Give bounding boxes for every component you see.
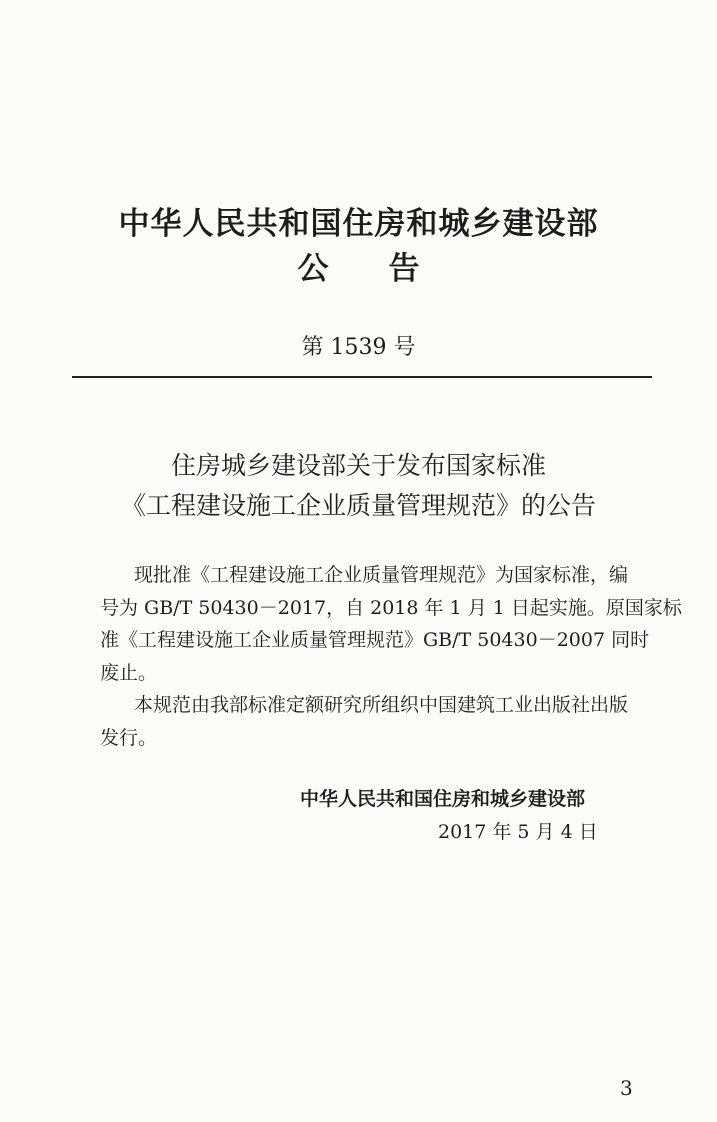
body-line: 准《工程建设施工企业质量管理规范》GB/T 50430－2007 同时 (100, 629, 650, 651)
body-line: 现批准《工程建设施工企业质量管理规范》为国家标准，编 (134, 564, 629, 586)
page-number: 3 (620, 1076, 633, 1100)
announcement-number: 第 1539 号 (301, 335, 416, 360)
title-line-1: 住房城乡建设部关于发布国家标准 (170, 451, 546, 480)
body-line: 废止。 (100, 662, 158, 684)
doc-type-heading: 公告 (297, 251, 480, 287)
body-line: 号为 GB/T 50430－2017，自 2018 年 1 月 1 日起实施。原国家标 (100, 597, 682, 619)
header-divider (72, 376, 652, 378)
body-line: 本规范由我部标准定额研究所组织中国建筑工业出版社出版 (134, 694, 629, 716)
issuer-heading: 中华人民共和国住房和城乡建设部 (118, 206, 599, 242)
body-line: 发行。 (100, 727, 158, 749)
title-line-2: 《工程建设施工企业质量管理规范》的公告 (120, 491, 596, 520)
signature-issuer: 中华人民共和国住房和城乡建设部 (300, 788, 586, 810)
signature-date: 2017 年 5 月 4 日 (438, 821, 598, 843)
